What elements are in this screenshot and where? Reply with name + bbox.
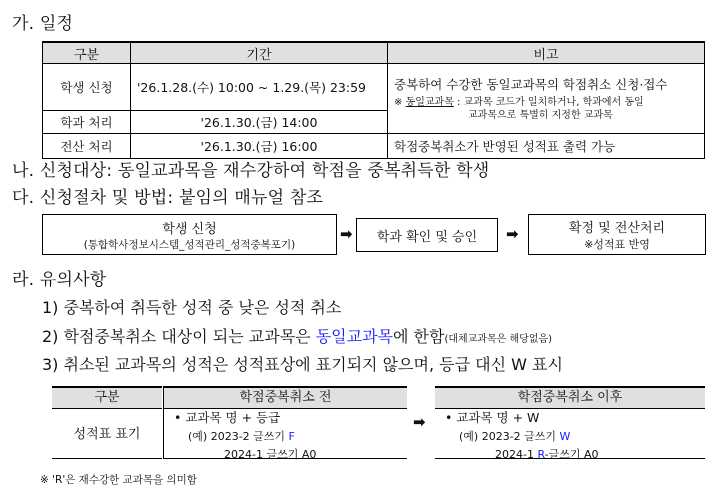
flow-step1-title: 학생 신청 (162, 221, 217, 237)
compare-after-ex1 (445, 428, 705, 444)
schedule-header-period: 기간 (131, 42, 388, 64)
note-item-2-term: 동일교과목 (315, 327, 393, 346)
note-item-2-small: (대체교과목은 해당없음) (444, 334, 553, 345)
compare-before-line1: • 교과목 명 + 등급 (174, 410, 281, 425)
schedule-header-category: 구분 (43, 42, 131, 64)
note-item-2-pre: 2) 학점중복취소 대상이 되는 교과목은 (42, 327, 316, 346)
compare-after-ex2 (445, 446, 705, 462)
compare-row-label: 성적표 표기 (52, 406, 162, 459)
note-item-3: 3) 취소된 교과목의 성적은 성적표상에 표기되지 않으며, 등급 대신 W 표시 (42, 355, 563, 374)
arrow-right-icon: ➡ (506, 225, 519, 243)
arrow-right-icon: ➡ (413, 413, 426, 431)
flow-step-dept-approval (356, 218, 498, 252)
compare-before-ex1 (174, 428, 407, 444)
note-item-2 (42, 324, 552, 347)
compare-before-grade: F (288, 430, 295, 443)
table-row (43, 134, 705, 159)
compare-after-ex1-text: (예) 2023-2 글쓰기 (459, 430, 560, 443)
schedule-role: 학과 처리 (43, 111, 131, 134)
note-item-2-post: 에 한함 (392, 327, 445, 346)
schedule-remarks-last: 학점중복취소가 반영된 성적표 출력 가능 (388, 134, 705, 159)
table-row (43, 64, 705, 111)
compare-after-grade: W (559, 430, 571, 443)
section-schedule-heading: 가. 일정 (12, 14, 74, 34)
schedule-role: 전산 처리 (43, 134, 131, 159)
remarks-mark: ※ (394, 97, 406, 108)
section-notes-heading: 라. 유의사항 (12, 270, 107, 290)
flow-step-student-apply (42, 214, 337, 255)
compare-before-ex2: 2024-1 글쓰기 A0 (224, 448, 317, 461)
flow-step1-sub: (통합학사정보시스템_성적관리_성적중복포기) (83, 238, 296, 251)
compare-after-cell (435, 406, 705, 459)
compare-before-ex1-text: (예) 2023-2 글쓰기 (188, 430, 289, 443)
compare-header-category: 구분 (52, 386, 162, 409)
flow-step2-label: 학과 확인 및 승인 (376, 229, 478, 245)
remarks-main: 중복하여 수강한 동일교과목의 학점취소 신청·접수 (394, 77, 668, 92)
arrow-right-icon: ➡ (340, 225, 353, 243)
schedule-remarks (388, 64, 705, 134)
compare-header-before: 학점중복취소 전 (163, 386, 407, 409)
remarks-sub (394, 96, 704, 122)
flow-step-confirm (528, 214, 706, 255)
remarks-line1: : 교과목 코드가 일치하거나, 학과에서 동일 (453, 97, 644, 108)
schedule-table (42, 41, 705, 159)
compare-header-after: 학점중복취소 이후 (435, 386, 705, 409)
schedule-period: '26.1.30.(금) 14:00 (131, 111, 388, 134)
compare-after-ex2-pre: 2024-1 (495, 448, 538, 461)
schedule-period: '26.1.28.(수) 10:00 ~ 1.29.(목) 23:59 (131, 64, 388, 111)
section-target-heading: 나. 신청대상: 동일교과목을 재수강하여 학점을 중복취득한 학생 (12, 161, 490, 181)
compare-after-ex2-post: -글쓰기 A0 (544, 448, 599, 461)
section-procedure-heading: 다. 신청절차 및 방법: 붙임의 매뉴얼 참조 (12, 188, 324, 208)
flow-step3-sub: ※성적표 반영 (584, 238, 650, 251)
compare-after-line1: • 교과목 명 + W (445, 410, 540, 425)
schedule-period: '26.1.30.(금) 16:00 (131, 134, 388, 159)
remarks-term: 동일교과목 (405, 97, 454, 108)
schedule-header-remarks: 비고 (388, 42, 705, 64)
compare-after-r: R (537, 448, 545, 461)
note-item-1: 1) 중복하여 취득한 성적 중 낮은 성적 취소 (42, 298, 342, 317)
footnote: ※ 'R'은 재수강한 교과목을 의미함 (40, 474, 197, 486)
schedule-role: 학생 신청 (43, 64, 131, 111)
compare-before-cell (163, 406, 407, 459)
remarks-line2: 교과목으로 특별히 지정한 교과목 (468, 110, 613, 121)
flow-step3-title: 확정 및 전산처리 (568, 221, 666, 236)
